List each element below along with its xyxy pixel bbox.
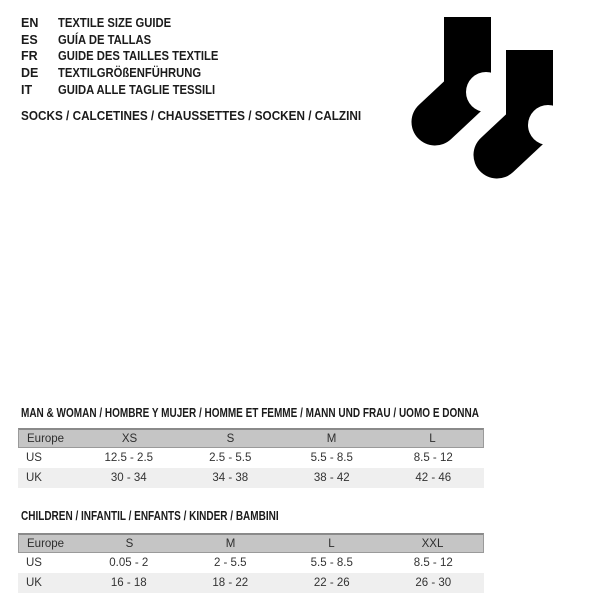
size-cell: 42 - 46 [415,472,452,484]
language-code: EN [21,16,39,31]
language-guide-title: GUIDE DES TAILLES TEXTILE [58,49,219,64]
header-cell-size: L [429,432,436,445]
language-code: IT [21,82,33,97]
language-guide-title: GUÍA DE TALLAS [58,32,152,47]
size-cell: 0.05 - 2 [109,557,149,569]
language-row [21,48,236,65]
header-cell-size: M [225,537,236,550]
table-row-uk [18,468,484,488]
language-code: ES [21,32,38,47]
table-row-us [18,553,484,573]
language-guide-title: GUIDA ALLE TAGLIE TESSILI [58,82,216,97]
header-cell-size: S [125,537,134,550]
language-guide-title: TEXTILGRÖßENFÜHRUNG [58,66,202,81]
header-cell-region: Europe [27,537,65,550]
man-woman-table-title: MAN & WOMAN / HOMBRE Y MUJER / HOMME ET FEMME / MANN UND FRAU / UOMO E DONNA [21,406,479,420]
size-cell: 22 - 26 [313,577,350,589]
header-cell-size: XXL [421,537,444,550]
children-size-table [18,533,484,593]
table-row-uk [18,573,484,593]
language-row [21,65,236,82]
language-code: DE [21,66,39,81]
header-cell-size: S [226,432,235,445]
header-cell-size: XS [121,432,138,445]
children-table-title: CHILDREN / INFANTIL / ENFANTS / KINDER / BAMBINI [21,509,279,523]
size-cell: 30 - 34 [110,472,147,484]
header-cell-region: Europe [27,432,65,445]
size-cell: 38 - 42 [313,472,350,484]
table-row-us [18,448,484,468]
size-cell: 2.5 - 5.5 [209,452,252,464]
language-row [21,32,236,49]
size-cell: 8.5 - 12 [413,557,453,569]
header-cell-size: M [326,432,337,445]
size-cell: 5.5 - 8.5 [310,452,353,464]
language-list [21,15,236,98]
language-guide-title: TEXTILE SIZE GUIDE [58,16,172,31]
region-cell: US [26,557,42,569]
size-cell: 8.5 - 12 [413,452,453,464]
language-row [21,81,236,98]
size-cell: 26 - 30 [415,577,452,589]
language-code: FR [21,49,38,64]
table-header-row [18,428,484,448]
category-line: SOCKS / CALCETINES / CHAUSSETTES / SOCKEN / CALZINI [21,109,362,123]
size-cell: 2 - 5.5 [213,557,247,569]
language-row [21,15,236,32]
size-cell: 5.5 - 8.5 [310,557,353,569]
table-header-row [18,533,484,553]
header-cell-size: L [328,537,335,550]
region-cell: UK [26,577,42,589]
region-cell: US [26,452,42,464]
size-cell: 34 - 38 [212,472,249,484]
size-cell: 12.5 - 2.5 [104,452,154,464]
man-woman-size-table [18,428,484,488]
region-cell: UK [26,472,42,484]
socks-icon [400,5,580,195]
size-cell: 16 - 18 [110,577,147,589]
size-cell: 18 - 22 [212,577,249,589]
